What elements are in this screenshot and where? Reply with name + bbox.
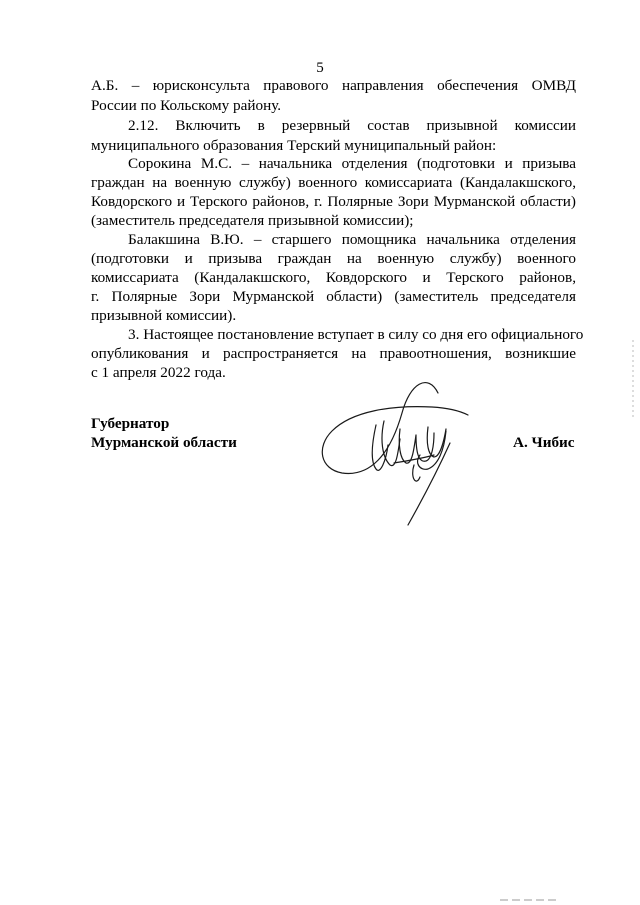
body-line: Ковдорского и Терского районов, г. Полярные Зори Мурманской области) [91,193,576,210]
scan-margin-mark [630,340,636,420]
page-number: 5 [316,60,324,76]
paragraph-3-line: 3. Настоящее постановление вступает в силу со дня его официального [128,326,584,343]
signatory-name: А. Чибис [513,434,575,451]
body-line: с 1 апреля 2022 года. [91,364,226,381]
body-line: опубликования и распространяется на правоотношения, возникшие [91,345,576,362]
handwritten-signature [310,365,500,530]
body-line: Сорокина М.С. – начальника отделения (подготовки и призыва [128,155,576,172]
body-line: А.Б. – юрисконсульта правового направления обеспечения ОМВД [91,77,576,94]
body-line: Балакшина В.Ю. – старшего помощника начальника отделения [128,231,576,248]
scan-footer-mark [500,898,560,902]
body-line: (заместитель председателя призывной комиссии); [91,212,414,229]
body-line: призывной комиссии). [91,307,237,324]
body-line: России по Кольскому району. [91,97,282,114]
paragraph-2-12-line: 2.12. Включить в резервный состав призывной комиссии [128,117,576,134]
body-line: (подготовки и призыва граждан на военную службу) военного [91,250,576,267]
body-line: граждан на военную службу) военного комиссариата (Кандалакшского, [91,174,576,191]
signatory-title-line-2: Мурманской области [91,434,237,451]
body-line: комиссариата (Кандалакшского, Ковдорского и Терского районов, [91,269,576,286]
body-line: муниципального образования Терский муниципальный район: [91,137,497,154]
signatory-title-line-1: Губернатор [91,415,170,432]
body-line: г. Полярные Зори Мурманской области) (заместитель председателя [91,288,576,305]
